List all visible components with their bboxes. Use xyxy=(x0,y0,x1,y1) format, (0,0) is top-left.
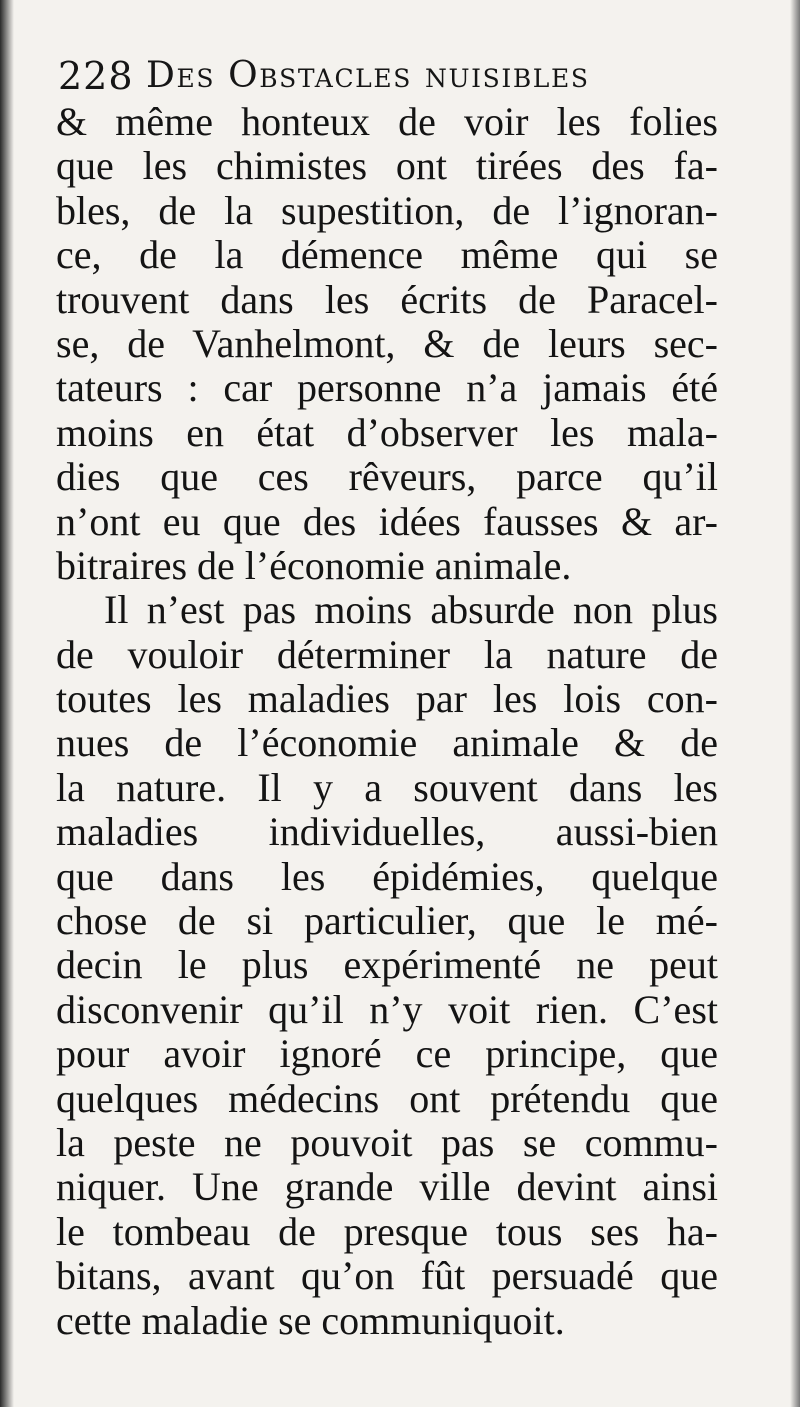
text-line: bles, de la supestition, de l’ignoran- xyxy=(56,188,718,233)
page-header xyxy=(58,44,678,102)
text-line: le tombeau de presque tous ses ha- xyxy=(56,1209,718,1254)
body-text xyxy=(56,100,718,1343)
text-line: bitans, avant qu’on fût persuadé que xyxy=(56,1254,718,1299)
text-line: moins en état d’observer les mala- xyxy=(56,410,718,455)
text-line: n’ont eu que des idées fausses & ar- xyxy=(56,499,718,544)
text-line: se, de Vanhelmont, & de leurs sec- xyxy=(56,321,718,366)
text-line: & même honteux de voir les folies xyxy=(56,100,718,144)
paragraph-end-line: bitraires de l’économie animale. xyxy=(56,543,572,588)
text-line: pour avoir ignoré ce principe, que xyxy=(56,1032,718,1077)
text-line: tateurs : car personne n’a jamais été xyxy=(56,366,718,411)
text-line: la peste ne pouvoit pas se commu- xyxy=(56,1120,718,1165)
text-line: la nature. Il y a souvent dans les xyxy=(56,765,718,810)
text-line: trouvent dans les écrits de Paracel- xyxy=(56,277,718,322)
text-line: de vouloir déterminer la nature de xyxy=(56,632,718,677)
paragraph-end-line: cette maladie se communiquoit. xyxy=(56,1298,565,1343)
text-line: quelques médecins ont prétendu que xyxy=(56,1076,718,1121)
text-line: dies que ces rêveurs, parce qu’il xyxy=(56,455,718,500)
text-line: nues de l’économie animale & de xyxy=(56,721,718,766)
paragraph-start-line: Il n’est pas moins absurde non plus xyxy=(104,588,718,633)
text-line: chose de si particulier, que le mé- xyxy=(56,899,718,944)
page-number: 228 xyxy=(58,54,134,98)
text-line: maladies individuelles, aussi-bien xyxy=(56,810,718,855)
text-line: que dans les épidémies, quelque xyxy=(56,854,718,899)
text-line: ce, de la démence même qui se xyxy=(56,233,718,278)
text-line: decin le plus expérimenté ne peut xyxy=(56,943,718,988)
text-line: niquer. Une grande ville devint ainsi xyxy=(56,1165,718,1210)
text-line: disconvenir qu’il n’y voit rien. C’est xyxy=(56,987,718,1032)
text-line: que les chimistes ont tirées des fa- xyxy=(56,144,718,189)
running-head: Des Obstacles nuisibles xyxy=(146,55,590,96)
text-line: toutes les maladies par les lois con- xyxy=(56,677,718,722)
